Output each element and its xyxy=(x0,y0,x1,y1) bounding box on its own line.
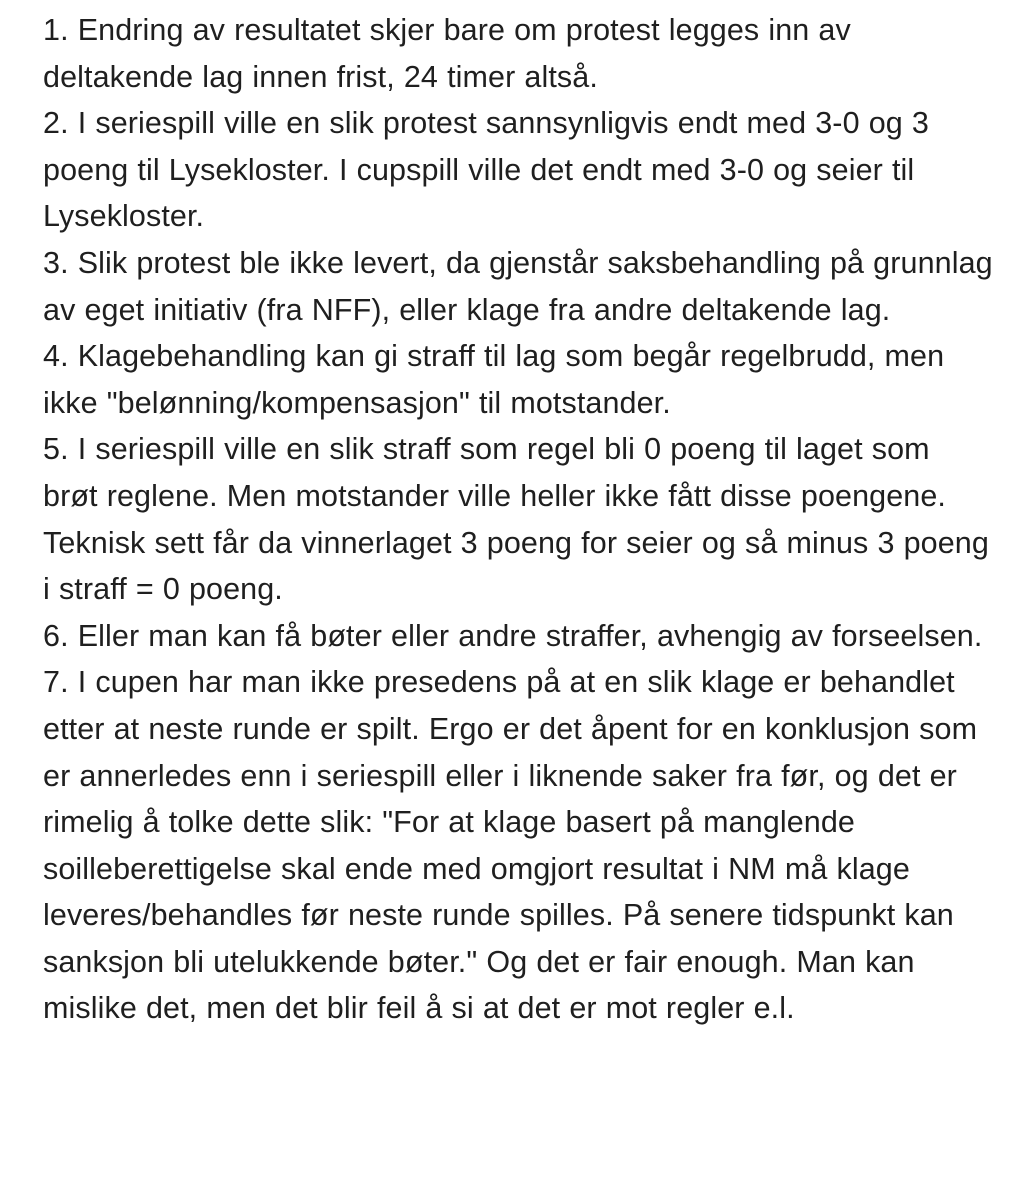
note-item-2: 2. I seriespill ville en slik protest sannsynligvis endt med 3-0 og 3 poeng til Lysekloster. I cupspill ville det endt med 3-0 og seier til Lysekloster. xyxy=(43,106,929,234)
note-item-6: 6. Eller man kan få bøter eller andre straffer, avhengig av forseelsen. xyxy=(43,618,983,653)
note-item-4: 4. Klagebehandling kan gi straff til lag som begår regelbrudd, men ikke "belønning/kompensasjon" til motstander. xyxy=(43,339,945,420)
note-item-7: 7. I cupen har man ikke presedens på at en slik klage er behandlet etter at neste runde er spilt. Ergo er det åpent for en konklusjon som er annerledes enn i seriespill eller i liknende saker fra før, og det er rimelig å tolke dette slik: "For at klage basert på manglende soilleberettigelse skal ende med omgjort resultat i NM må klage leveres/behandles før neste runde spilles. På senere tidspunkt kan sanksjon bli utelukkende bøter." Og det er fair enough. Man kan mislike det, men det blir feil å si at det er mot regler e.l. xyxy=(43,665,978,1026)
numbered-note-list xyxy=(43,7,993,1032)
note-item-3: 3. Slik protest ble ikke levert, da gjenstår saksbehandling på grunnlag av eget initiativ (fra NFF), eller klage fra andre deltakende lag. xyxy=(43,245,993,327)
note-item-1: 1. Endring av resultatet skjer bare om protest legges inn av deltakende lag innen frist, 24 timer altså. xyxy=(43,13,851,94)
note-item-5: 5. I seriespill ville en slik straff som regel bli 0 poeng til laget som brøt reglene. Men motstander ville heller ikke fått disse poengene. Teknisk sett får da vinnerlaget 3 poeng for seier og så minus 3 poeng i straff = 0 poeng. xyxy=(43,432,989,607)
